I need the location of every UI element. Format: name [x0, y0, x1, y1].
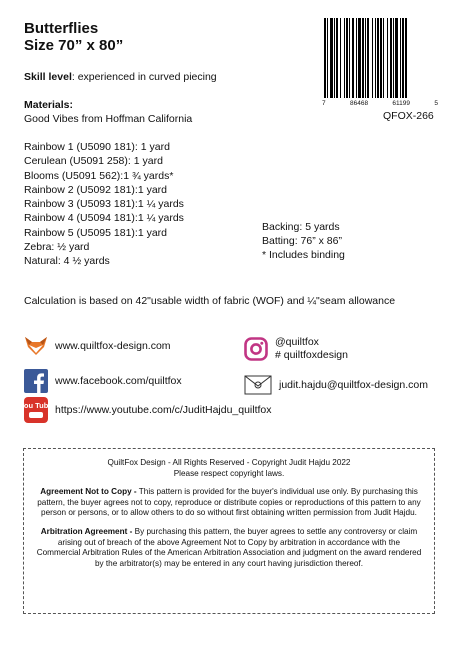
fabric-item: Natural: 4 ½ yards [24, 255, 110, 268]
fabric-item: Rainbow 4 (U5094 181):1 ¼ yards [24, 212, 184, 225]
fabric-item: Rainbow 1 (U5090 181): 1 yard [24, 141, 170, 153]
instagram-icon [244, 337, 268, 361]
barcode-bar [358, 18, 361, 98]
facebook-link[interactable]: www.facebook.com/quiltfox [55, 375, 182, 387]
barcode-bar [372, 18, 373, 98]
barcode-bar [390, 18, 392, 98]
fox-icon [24, 336, 48, 356]
agreement-title: Agreement Not to Copy - [40, 487, 137, 497]
barcode-digit-group: 7 [322, 100, 326, 107]
barcode-bar [356, 18, 357, 98]
barcode-bar [383, 18, 384, 98]
binding-note: * Includes binding [262, 249, 345, 261]
barcode-bar [400, 18, 401, 98]
barcode-bar [346, 18, 348, 98]
arbitration-title: Arbitration Agreement - [40, 526, 133, 536]
materials-subtitle: Good Vibes from Hoffman California [24, 113, 193, 125]
fabric-item: Zebra: ½ yard [24, 241, 90, 254]
barcode-bar [349, 18, 350, 98]
backing-amount: Backing: 5 yards [262, 221, 340, 233]
website-link[interactable]: www.quiltfox-design.com [55, 340, 171, 352]
arbitration-text: By purchasing this pattern, the buyer agrees to settle any controversy or claim arising out of breach of the above Agreement Not to Copy by arbitration in accordance with the Commercial Arbitration Rules of the American Arbitration Association and judgment on the award rendered by the arbitrator(s) may be entered in any court having jurisdiction thereof. [36, 526, 422, 568]
instagram-hashtag[interactable]: # quiltfoxdesign [275, 349, 348, 361]
barcode-bar [393, 18, 394, 98]
barcode-bar [336, 18, 338, 98]
barcode-bar [395, 18, 398, 98]
barcode-bar [375, 18, 376, 98]
batting-amount: Batting: 76” x 86” [262, 235, 342, 247]
title-name: Butterflies [24, 20, 99, 37]
calculation-note: Calculation is based on 42"usable width of fabric (WOF) and ¼"seam allowance [24, 295, 396, 307]
fabric-list [24, 140, 184, 269]
email-link[interactable]: judit.hajdu@quiltfox-design.com [279, 379, 428, 391]
barcode-bar [367, 18, 369, 98]
email-icon [244, 375, 272, 395]
barcode-bar [365, 18, 366, 98]
respect-line: Please respect copyright laws. [173, 468, 285, 478]
copyright-line: QuiltFox Design - All Rights Reserved - Copyright Judit Hajdu 2022 [107, 458, 351, 467]
copyright-block [36, 458, 422, 479]
fabric-item: Blooms (U5091 562):1 ¾ yards* [24, 169, 174, 182]
title-size: Size 70” x 80” [24, 37, 124, 54]
barcode-digit-group: 5 [434, 100, 438, 107]
fabric-item: Rainbow 5 (U5095 181):1 yard [24, 226, 168, 239]
barcode [324, 18, 434, 98]
pattern-title [24, 20, 123, 54]
youtube-link[interactable]: https://www.youtube.com/c/JuditHajdu_quiltfox [55, 404, 272, 416]
legal-notice [23, 448, 435, 614]
barcode-bar [387, 18, 388, 98]
instagram-handle[interactable]: @quiltfox [275, 336, 319, 348]
materials-heading: Materials: [24, 99, 74, 111]
skill-level [24, 70, 217, 84]
barcode-bar [324, 18, 326, 98]
youtube-icon [19, 397, 53, 423]
barcode-bar [377, 18, 379, 98]
skill-value: : experienced in curved piecing [71, 71, 217, 83]
fabric-item: Rainbow 2 (U5092 181):1 yard [24, 183, 168, 196]
barcode-digit-group: 86468 [349, 100, 369, 107]
barcode-bar [340, 18, 341, 98]
barcode-bar [362, 18, 364, 98]
youtube-logo-text: You Tube [19, 401, 53, 410]
facebook-icon [24, 369, 48, 393]
barcode-bar [380, 18, 382, 98]
facebook-row[interactable] [24, 369, 182, 393]
fabric-item: Cerulean (U5091 258): 1 yard [24, 155, 163, 168]
barcode-bar [405, 18, 407, 98]
website-row[interactable] [24, 336, 171, 356]
fabric-item: Rainbow 3 (U5093 181):1 ¼ yards [24, 198, 184, 211]
barcode-digits [322, 100, 438, 107]
backing-info [262, 220, 345, 262]
barcode-bar [330, 18, 333, 98]
barcode-bar [344, 18, 345, 98]
youtube-row[interactable] [19, 397, 272, 423]
agreement-not-to-copy [36, 487, 422, 519]
arbitration-agreement [36, 527, 422, 569]
email-row[interactable] [244, 375, 428, 395]
sku-code: QFOX-266 [383, 110, 434, 122]
agreement-text: This pattern is provided for the buyer's individual use only. By purchasing this pattern, the buyer agrees not to copy, reproduce or distribute copies or reproductions of this pattern to any person or persons, or to allow others to do so without first obtaining written permission from Judit Hajdu. [37, 487, 421, 518]
barcode-bar [352, 18, 354, 98]
barcode-digit-group: 61199 [392, 100, 411, 107]
barcode-bar [334, 18, 335, 98]
skill-label: Skill level [24, 71, 72, 83]
barcode-bar [327, 18, 328, 98]
barcode-bar [402, 18, 404, 98]
instagram-row[interactable] [244, 336, 348, 362]
